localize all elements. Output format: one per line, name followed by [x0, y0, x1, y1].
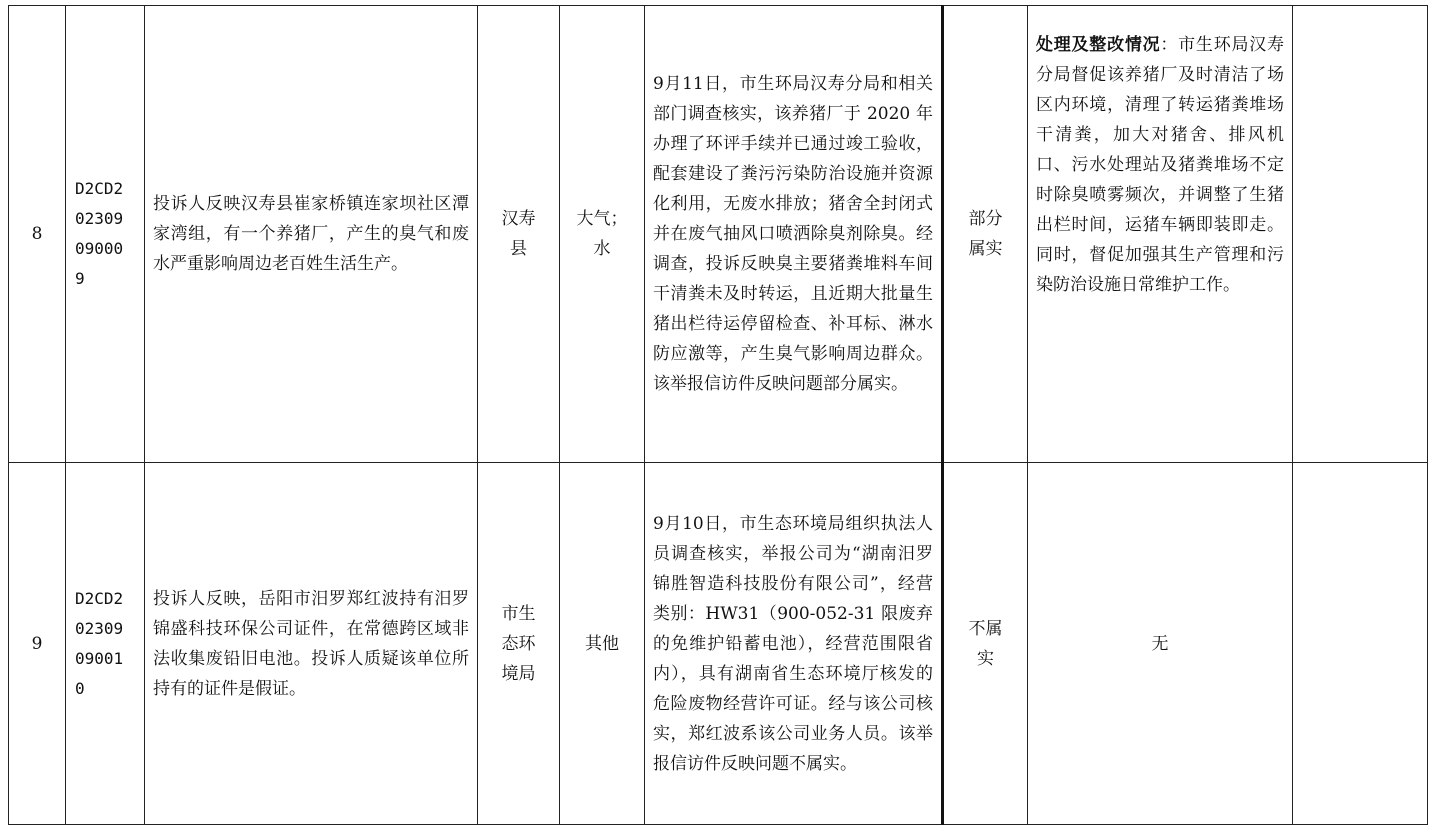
verdict-line: 属实 — [968, 239, 1003, 259]
region-line: 县 — [510, 239, 527, 259]
handling-label: 处理及整改情况 — [1036, 35, 1161, 55]
verdict-line: 不属 — [968, 618, 1003, 639]
pollution-type — [560, 6, 645, 463]
case-code-line: 9 — [75, 269, 85, 288]
table-row — [9, 6, 1428, 463]
pollution-type-line: 大气； — [576, 209, 628, 229]
pollution-type-line: 水 — [593, 239, 611, 259]
verdict — [943, 463, 1028, 825]
case-code-line: D2CD2 — [75, 179, 124, 198]
region — [478, 463, 560, 825]
remark — [1293, 6, 1428, 463]
verdict — [943, 6, 1028, 463]
remark — [1293, 463, 1428, 825]
row-number: 9 — [9, 463, 66, 825]
region-line: 市生 — [501, 603, 536, 624]
verdict-line: 实 — [977, 648, 994, 669]
pollution-type-line: 其他 — [585, 633, 619, 654]
handling-result — [1028, 6, 1293, 463]
case-code-line: 09001 — [75, 648, 124, 668]
region-line: 境局 — [501, 663, 536, 684]
verdict-line: 部分 — [968, 209, 1003, 229]
case-code-line: 09000 — [75, 239, 124, 258]
complaint-content: 投诉人反映，岳阳市汨罗郑红波持有汨罗锦盛科技环保公司证件，在常德跨区域非法收集废铅旧电池。投诉人质疑该单位所持有的证件是假证。 — [145, 463, 478, 825]
case-code — [66, 6, 145, 463]
handling-result: 无 — [1028, 463, 1293, 825]
investigation-result: 9月11日，市生环局汉寿分局和相关部门调查核实，该养猪厂于 2020 年办理了环评手续并已通过竣工验收，配套建设了粪污污染防治设施并资源化利用，无废水排放；猪舍全封闭式并在废气抽风口喷洒除臭剂除臭。经调查，投诉反映臭主要猪粪堆料车间干清粪未及时转运，且近期大批量生猪出栏待运停留检查、补耳标、淋水防应激等，产生臭气影响周边群众。该举报信访件反映问题部分属实。 — [645, 6, 943, 463]
handling-text: ：市生环局汉寿分局督促该养猪厂及时清洁了场区内环境，清理了转运猪粪堆场干清粪，加大对猪舍、排风机口、污水处理站及猪粪堆场不定时除臭喷雾频次，并调整了生猪出栏时间，运猪车辆即装即走。同时，督促加强其生产管理和污染防治设施日常维护工作。 — [1036, 35, 1285, 295]
pollution-type — [560, 463, 645, 825]
investigation-result: 9月10日，市生态环境局组织执法人员调查核实，举报公司为“湖南汨罗锦胜智造科技股份有限公司”，经营类别：HW31（900-052-31 限废弃的免维护铅蓄电池），经营范围限省内），具有湖南省生态环境厅核发的危险废物经营许可证。经与该公司核实，郑红波系该公司业务人员。该举报信访件反映问题不属实。 — [645, 463, 943, 825]
table-row — [9, 463, 1428, 825]
case-code-line: D2CD2 — [75, 588, 124, 608]
case-code-line: 02309 — [75, 209, 124, 228]
region — [478, 6, 560, 463]
region-line: 汉寿 — [501, 209, 536, 229]
region-line: 态环 — [501, 633, 536, 654]
complaint-content: 投诉人反映汉寿县崔家桥镇连家坝社区潭家湾组，有一个养猪厂，产生的臭气和废水严重影响周边老百姓生活生产。 — [145, 6, 478, 463]
complaint-table — [8, 5, 1428, 825]
case-code-line: 02309 — [75, 618, 124, 638]
case-code-line: 0 — [75, 678, 85, 698]
row-number: 8 — [9, 6, 66, 463]
case-code — [66, 463, 145, 825]
